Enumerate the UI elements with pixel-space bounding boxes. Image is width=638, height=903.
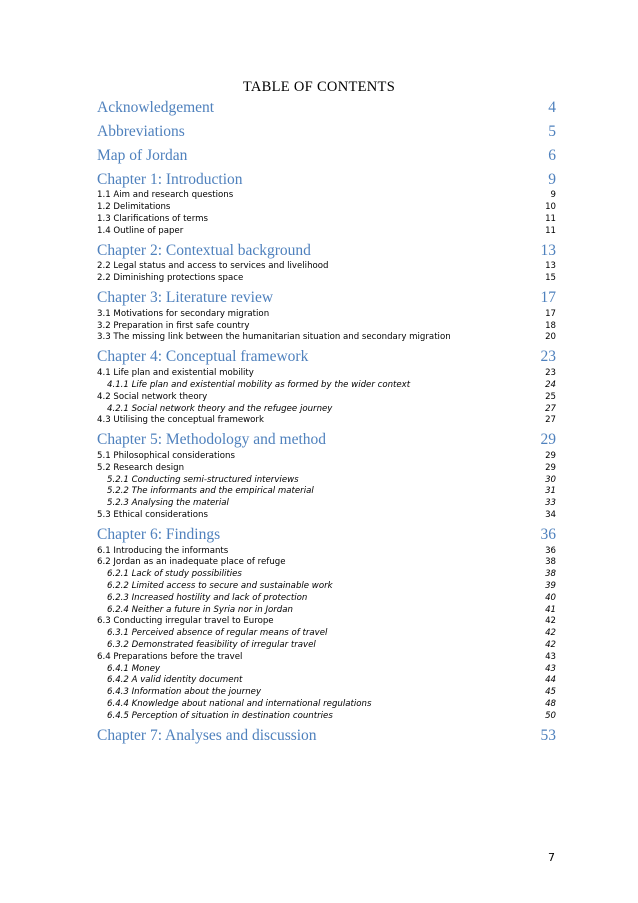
- toc-entry-page: 38: [545, 569, 556, 580]
- toc-entry-page: 13: [540, 241, 556, 259]
- toc-entry-label: 5.1 Philosophical considerations: [97, 450, 235, 461]
- toc-entry-label: 6.4.2 A valid identity document: [107, 675, 243, 686]
- toc-entry-page: 39: [545, 581, 556, 592]
- toc-entry-label: 4.2 Social network theory: [97, 391, 208, 402]
- toc-subsection-entry[interactable]: [97, 498, 556, 510]
- toc-entry-label: Chapter 7: Analyses and discussion: [97, 726, 317, 744]
- toc-entry-label: 6.2.2 Limited access to secure and sustainable work: [107, 581, 333, 592]
- toc-entry-label: 5.2.1 Conducting semi-structured interviews: [107, 474, 299, 485]
- toc-subsection-entry[interactable]: [97, 581, 556, 593]
- toc-subsection-entry[interactable]: [97, 475, 556, 487]
- toc-entry-label: 4.1.1 Life plan and existential mobility as formed by the wider context: [107, 379, 411, 390]
- toc-entry-label: 5.2.3 Analysing the material: [107, 498, 229, 509]
- toc-subsection-entry[interactable]: [97, 569, 556, 581]
- toc-entry-page: 11: [545, 225, 556, 236]
- toc-section-entry[interactable]: [97, 415, 556, 427]
- toc-entry-label: Chapter 5: Methodology and method: [97, 431, 327, 449]
- toc-subsection-entry[interactable]: [97, 605, 556, 617]
- toc-entry-page: 6: [548, 146, 556, 164]
- toc-entry-page: 20: [545, 332, 556, 343]
- toc-entry-label: 1.1 Aim and research questions: [97, 190, 234, 201]
- toc-chapter-entry[interactable]: [97, 146, 556, 167]
- toc-entry-label: 6.4.1 Money: [107, 663, 161, 674]
- toc-section-entry[interactable]: [97, 392, 556, 404]
- toc-entry-page: 11: [545, 213, 556, 224]
- toc-entry-page: 36: [545, 545, 556, 556]
- toc-entry-label: 4.2.1 Social network theory and the refugee journey: [107, 403, 333, 414]
- toc-entry-page: 9: [550, 190, 556, 201]
- toc-entry-label: 1.2 Delimitations: [97, 202, 171, 213]
- toc-entry-label: 6.3.2 Demonstrated feasibility of irregular travel: [107, 640, 316, 650]
- toc-entry-label: 6.1 Introducing the informants: [97, 545, 229, 556]
- page-number: 7: [548, 851, 555, 864]
- toc-entry-label: 6.2 Jordan as an inadequate place of refuge: [97, 557, 286, 568]
- toc-entry-page: 50: [545, 710, 556, 721]
- toc-section-entry[interactable]: [97, 332, 556, 344]
- toc-subsection-entry[interactable]: [97, 675, 556, 687]
- toc-entry-page: 53: [540, 726, 556, 744]
- toc-entry-page: 42: [545, 628, 556, 639]
- toc-entry-label: 2.2 Legal status and access to services and livelihood: [97, 261, 329, 272]
- toc-entry-label: Abbreviations: [97, 122, 185, 140]
- toc-section-entry[interactable]: [97, 190, 556, 202]
- toc-entry-page: 29: [545, 450, 556, 461]
- toc-entry-label: Acknowledgement: [97, 99, 215, 116]
- toc-chapter-entry[interactable]: [97, 170, 556, 191]
- toc-section-entry[interactable]: [97, 546, 556, 558]
- toc-entry-page: 43: [545, 651, 556, 662]
- toc-subsection-entry[interactable]: [97, 687, 556, 699]
- toc-subsection-entry[interactable]: [97, 628, 556, 640]
- toc-section-entry[interactable]: [97, 616, 556, 628]
- toc-entry-page: 40: [545, 592, 556, 603]
- table-of-contents: [97, 98, 556, 746]
- toc-section-entry[interactable]: [97, 202, 556, 214]
- toc-chapter-entry[interactable]: [97, 525, 556, 546]
- toc-entry-label: 6.2.4 Neither a future in Syria nor in Jordan: [107, 604, 293, 615]
- toc-entry-label: Chapter 1: Introduction: [97, 170, 243, 188]
- toc-chapter-entry[interactable]: [97, 241, 556, 262]
- toc-entry-page: 17: [545, 308, 556, 319]
- toc-entry-page: 27: [545, 403, 556, 414]
- toc-section-entry[interactable]: [97, 309, 556, 321]
- toc-chapter-entry[interactable]: [97, 122, 556, 143]
- toc-entry-label: 6.3.1 Perceived absence of regular means of travel: [107, 628, 328, 639]
- toc-entry-page: 41: [545, 604, 556, 615]
- toc-section-entry[interactable]: [97, 273, 556, 285]
- toc-section-entry[interactable]: [97, 451, 556, 463]
- toc-entry-label: Chapter 2: Contextual background: [97, 241, 311, 259]
- toc-subsection-entry[interactable]: [97, 699, 556, 711]
- toc-subsection-entry[interactable]: [97, 593, 556, 605]
- toc-entry-page: 25: [545, 391, 556, 402]
- toc-entry-page: 34: [545, 509, 556, 520]
- toc-section-entry[interactable]: [97, 226, 556, 238]
- toc-entry-label: Chapter 3: Literature review: [97, 289, 274, 307]
- toc-entry-label: 4.3 Utilising the conceptual framework: [97, 415, 264, 426]
- toc-entry-label: 1.4 Outline of paper: [97, 225, 184, 236]
- toc-entry-page: 17: [540, 289, 556, 307]
- toc-entry-label: 5.2.2 The informants and the empirical material: [107, 486, 314, 497]
- toc-entry-page: 38: [545, 557, 556, 568]
- toc-entry-page: 5: [548, 122, 556, 140]
- toc-entry-page: 31: [545, 486, 556, 497]
- toc-entry-label: 3.2 Preparation in first safe country: [97, 320, 250, 331]
- toc-chapter-entry[interactable]: [97, 430, 556, 451]
- toc-entry-page: 27: [545, 415, 556, 426]
- toc-entry-page: 9: [548, 170, 556, 188]
- toc-entry-label: 6.3 Conducting irregular travel to Europe: [97, 616, 274, 627]
- toc-entry-page: 18: [545, 320, 556, 331]
- toc-entry-label: 6.2.1 Lack of study possibilities: [107, 569, 242, 580]
- toc-entry-page: 29: [545, 462, 556, 473]
- toc-chapter-entry[interactable]: [97, 347, 556, 368]
- toc-entry-page: 48: [545, 698, 556, 709]
- toc-entry-label: 6.4.5 Perception of situation in destination countries: [107, 710, 333, 721]
- toc-entry-label: Chapter 6: Findings: [97, 525, 221, 543]
- toc-entry-label: Map of Jordan: [97, 146, 188, 164]
- toc-section-entry[interactable]: [97, 321, 556, 333]
- toc-entry-page: 45: [545, 687, 556, 698]
- toc-subsection-entry[interactable]: [97, 640, 556, 652]
- toc-entry-label: Chapter 4: Conceptual framework: [97, 348, 309, 366]
- toc-entry-label: 6.4.3 Information about the journey: [107, 687, 262, 698]
- toc-section-entry[interactable]: [97, 652, 556, 664]
- toc-entry-page: 4: [548, 99, 556, 116]
- toc-section-entry[interactable]: [97, 368, 556, 380]
- toc-entry-label: 4.1 Life plan and existential mobility: [97, 368, 254, 379]
- toc-section-entry[interactable]: [97, 261, 556, 273]
- toc-entry-page: 15: [545, 273, 556, 284]
- toc-entry-page: 42: [545, 616, 556, 627]
- toc-entry-page: 10: [545, 202, 556, 213]
- toc-entry-label: 3.3 The missing link between the humanitarian situation and secondary migration: [97, 332, 451, 343]
- toc-entry-label: 6.4 Preparations before the travel: [97, 651, 243, 662]
- toc-section-entry[interactable]: [97, 510, 556, 522]
- toc-entry-page: 44: [545, 675, 556, 686]
- toc-subsection-entry[interactable]: [97, 486, 556, 498]
- toc-entry-page: 23: [540, 348, 556, 366]
- toc-entry-label: 5.3 Ethical considerations: [97, 509, 208, 520]
- toc-chapter-entry[interactable]: [97, 98, 556, 119]
- toc-entry-label: 6.2.3 Increased hostility and lack of protection: [107, 592, 308, 603]
- toc-chapter-entry[interactable]: [97, 726, 556, 747]
- toc-title: TABLE OF CONTENTS: [242, 79, 396, 95]
- toc-entry-page: 42: [545, 640, 556, 650]
- toc-entry-page: 24: [545, 379, 556, 390]
- toc-chapter-entry[interactable]: [97, 288, 556, 309]
- toc-entry-label: 2.2 Diminishing protections space: [97, 273, 244, 284]
- toc-subsection-entry[interactable]: [97, 404, 556, 416]
- toc-entry-label: 1.3 Clarifications of terms: [97, 213, 208, 224]
- toc-entry-page: 29: [540, 431, 556, 449]
- toc-entry-page: 33: [545, 498, 556, 509]
- toc-entry-label: 3.1 Motivations for secondary migration: [97, 308, 270, 319]
- toc-section-entry[interactable]: [97, 214, 556, 226]
- toc-entry-page: 13: [545, 261, 556, 272]
- toc-entry-page: 43: [545, 663, 556, 674]
- toc-subsection-entry[interactable]: [97, 664, 556, 676]
- toc-entry-page: 23: [545, 368, 556, 379]
- toc-entry-label: 6.4.4 Knowledge about national and international regulations: [107, 698, 372, 709]
- toc-subsection-entry[interactable]: [97, 380, 556, 392]
- toc-entry-page: 30: [545, 474, 556, 485]
- toc-section-entry[interactable]: [97, 463, 556, 475]
- toc-section-entry[interactable]: [97, 557, 556, 569]
- toc-entry-page: 36: [540, 525, 556, 543]
- toc-subsection-entry[interactable]: [97, 711, 556, 723]
- toc-entry-label: 5.2 Research design: [97, 462, 185, 473]
